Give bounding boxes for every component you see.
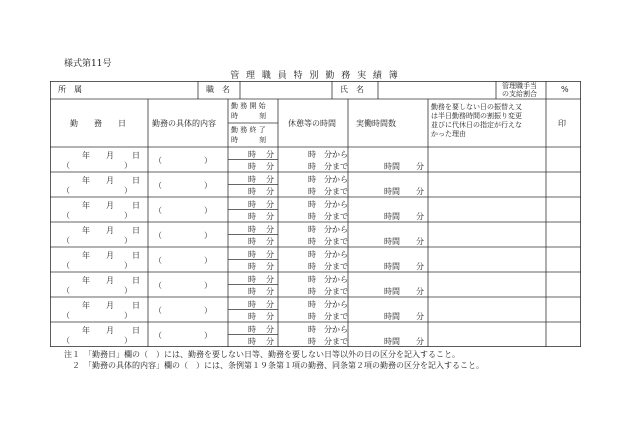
table-row	[50, 223, 581, 247]
break-from-minute: 分から	[324, 274, 348, 284]
day-label: 日	[132, 175, 140, 185]
end-minute-label: 分	[266, 161, 274, 171]
start-minute-label: 分	[266, 324, 274, 334]
day-label: 日	[132, 225, 140, 235]
col-work-content: 勤務の具体的内容	[152, 119, 216, 128]
day-type-paren-open: （	[62, 260, 70, 270]
col-substitute-line1: 勤務を要しない日の振替え又	[431, 103, 522, 111]
day-label: 日	[132, 325, 140, 335]
note-2: ２ 「勤務の具体的内容」欄の（ ）には、条例第１９条第１項の勤務、同条第２項の勤務の区分を記入すること。	[64, 361, 484, 370]
month-label: 月	[106, 150, 114, 160]
col-date: 勤 務 日	[70, 119, 126, 128]
work-type-paren-open: （	[154, 280, 162, 290]
work-type-paren-open: （	[154, 255, 162, 265]
day-type-paren-close: ）	[124, 260, 132, 270]
col-actual-hours: 実働時間数	[356, 119, 396, 128]
form-number: 様式第11号	[64, 59, 112, 69]
work-type-paren-close: ）	[204, 230, 212, 240]
actual-hours-label: 時間	[384, 311, 400, 321]
actual-minutes-label: 分	[416, 161, 424, 171]
name-label: 氏 名	[340, 85, 364, 94]
year-label: 年	[82, 175, 90, 185]
start-minute-label: 分	[266, 299, 274, 309]
end-hour-label: 時	[248, 161, 256, 171]
work-type-paren-open: （	[154, 155, 162, 165]
attendance-table	[50, 81, 581, 347]
month-label: 月	[106, 275, 114, 285]
start-minute-label: 分	[266, 274, 274, 284]
col-end-line2: 時 刻	[231, 136, 266, 144]
break-until-minute: 分まで	[324, 161, 348, 171]
year-label: 年	[82, 275, 90, 285]
work-type-paren-open: （	[154, 205, 162, 215]
start-hour-label: 時	[248, 274, 256, 284]
break-from-minute: 分から	[324, 199, 348, 209]
break-from-minute: 分から	[324, 324, 348, 334]
break-until-minute: 分まで	[324, 311, 348, 321]
end-hour-label: 時	[248, 186, 256, 196]
start-minute-label: 分	[266, 174, 274, 184]
work-type-paren-close: ）	[204, 280, 212, 290]
allowance-label-line1: 管理職手当	[502, 82, 537, 90]
actual-hours-label: 時間	[384, 236, 400, 246]
work-type-paren-close: ）	[204, 205, 212, 215]
table-row	[50, 148, 581, 172]
break-from-minute: 分から	[324, 249, 348, 259]
day-label: 日	[132, 250, 140, 260]
day-type-paren-close: ）	[124, 210, 132, 220]
allowance-label-line2: の支給割合	[502, 90, 537, 98]
end-hour-label: 時	[248, 311, 256, 321]
table-row	[50, 273, 581, 297]
end-minute-label: 分	[266, 286, 274, 296]
year-label: 年	[82, 250, 90, 260]
table-row	[50, 298, 581, 322]
month-label: 月	[106, 300, 114, 310]
break-from-hour: 時	[308, 199, 316, 209]
actual-minutes-label: 分	[416, 286, 424, 296]
end-hour-label: 時	[248, 211, 256, 221]
start-hour-label: 時	[248, 199, 256, 209]
end-minute-label: 分	[266, 236, 274, 246]
work-type-paren-close: ）	[204, 180, 212, 190]
break-from-minute: 分から	[324, 224, 348, 234]
day-type-paren-close: ）	[124, 185, 132, 195]
break-from-hour: 時	[308, 224, 316, 234]
actual-hours-label: 時間	[384, 261, 400, 271]
col-substitute-line3: 並びに代休日の指定が行えな	[431, 121, 522, 129]
day-label: 日	[132, 300, 140, 310]
start-minute-label: 分	[266, 249, 274, 259]
start-hour-label: 時	[248, 249, 256, 259]
table-row	[50, 173, 581, 197]
table-row	[50, 198, 581, 222]
break-until-hour: 時	[308, 311, 316, 321]
note-1: 注１ 「勤務日」欄の（ ）には、勤務を要しない日等、勤務を要しない日等以外の日の区分を記入すること。	[64, 350, 460, 359]
month-label: 月	[106, 250, 114, 260]
day-type-paren-open: （	[62, 335, 70, 345]
break-from-minute: 分から	[324, 174, 348, 184]
work-type-paren-close: ）	[204, 305, 212, 315]
break-from-hour: 時	[308, 274, 316, 284]
work-type-paren-open: （	[154, 330, 162, 340]
work-type-paren-close: ）	[204, 155, 212, 165]
break-until-hour: 時	[308, 336, 316, 346]
break-until-hour: 時	[308, 161, 316, 171]
day-type-paren-open: （	[62, 160, 70, 170]
notes	[64, 349, 484, 371]
office-label: 所 属	[58, 85, 82, 94]
work-type-paren-open: （	[154, 305, 162, 315]
actual-minutes-label: 分	[416, 236, 424, 246]
year-label: 年	[82, 200, 90, 210]
break-until-minute: 分まで	[324, 286, 348, 296]
col-end-line1: 勤 務 終 了	[231, 126, 266, 134]
month-label: 月	[106, 200, 114, 210]
work-type-paren-close: ）	[204, 255, 212, 265]
start-hour-label: 時	[248, 324, 256, 334]
actual-minutes-label: 分	[416, 211, 424, 221]
day-type-paren-open: （	[62, 235, 70, 245]
percent-sign: %	[561, 85, 569, 94]
actual-minutes-label: 分	[416, 186, 424, 196]
break-until-hour: 時	[308, 211, 316, 221]
work-type-paren-open: （	[154, 180, 162, 190]
table-row	[50, 323, 581, 347]
end-hour-label: 時	[248, 286, 256, 296]
day-label: 日	[132, 150, 140, 160]
start-hour-label: 時	[248, 149, 256, 159]
start-hour-label: 時	[248, 299, 256, 309]
col-start-line2: 時 刻	[231, 112, 266, 120]
end-hour-label: 時	[248, 336, 256, 346]
day-type-paren-close: ）	[124, 285, 132, 295]
day-type-paren-open: （	[62, 185, 70, 195]
day-type-paren-close: ）	[124, 235, 132, 245]
actual-hours-label: 時間	[384, 186, 400, 196]
actual-minutes-label: 分	[416, 336, 424, 346]
page-title: 管 理 職 員 特 別 勤 務 実 績 簿	[230, 71, 400, 81]
end-minute-label: 分	[266, 261, 274, 271]
year-label: 年	[82, 325, 90, 335]
break-until-hour: 時	[308, 261, 316, 271]
year-label: 年	[82, 225, 90, 235]
day-type-paren-close: ）	[124, 310, 132, 320]
table-row	[50, 248, 581, 272]
actual-minutes-label: 分	[416, 311, 424, 321]
work-type-paren-close: ）	[204, 330, 212, 340]
col-start-line1: 勤 務 開 始	[231, 102, 266, 110]
col-seal: 印	[558, 119, 566, 128]
work-type-paren-open: （	[154, 230, 162, 240]
break-from-hour: 時	[308, 249, 316, 259]
col-substitute-line2: は半日勤務時間の割振り変更	[431, 112, 522, 120]
break-from-hour: 時	[308, 324, 316, 334]
break-from-minute: 分から	[324, 299, 348, 309]
break-until-hour: 時	[308, 286, 316, 296]
month-label: 月	[106, 175, 114, 185]
break-from-minute: 分から	[324, 149, 348, 159]
end-minute-label: 分	[266, 336, 274, 346]
actual-hours-label: 時間	[384, 336, 400, 346]
end-hour-label: 時	[248, 236, 256, 246]
col-break: 休憩等の時間	[288, 119, 336, 128]
actual-hours-label: 時間	[384, 161, 400, 171]
position-label: 職 名	[206, 85, 230, 94]
break-from-hour: 時	[308, 299, 316, 309]
day-label: 日	[132, 275, 140, 285]
year-label: 年	[82, 300, 90, 310]
end-hour-label: 時	[248, 261, 256, 271]
col-substitute-line4: かった理由	[431, 130, 466, 138]
start-minute-label: 分	[266, 224, 274, 234]
month-label: 月	[106, 225, 114, 235]
break-until-minute: 分まで	[324, 236, 348, 246]
break-until-minute: 分まで	[324, 336, 348, 346]
day-label: 日	[132, 200, 140, 210]
day-type-paren-close: ）	[124, 160, 132, 170]
year-label: 年	[82, 150, 90, 160]
end-minute-label: 分	[266, 311, 274, 321]
break-until-minute: 分まで	[324, 186, 348, 196]
month-label: 月	[106, 325, 114, 335]
actual-hours-label: 時間	[384, 211, 400, 221]
break-from-hour: 時	[308, 174, 316, 184]
break-until-minute: 分まで	[324, 261, 348, 271]
day-type-paren-open: （	[62, 285, 70, 295]
break-from-hour: 時	[308, 149, 316, 159]
start-hour-label: 時	[248, 174, 256, 184]
break-until-minute: 分まで	[324, 211, 348, 221]
day-type-paren-open: （	[62, 210, 70, 220]
break-until-hour: 時	[308, 186, 316, 196]
actual-minutes-label: 分	[416, 261, 424, 271]
end-minute-label: 分	[266, 186, 274, 196]
start-minute-label: 分	[266, 149, 274, 159]
actual-hours-label: 時間	[384, 286, 400, 296]
break-until-hour: 時	[308, 236, 316, 246]
day-type-paren-open: （	[62, 310, 70, 320]
day-type-paren-close: ）	[124, 335, 132, 345]
end-minute-label: 分	[266, 211, 274, 221]
start-hour-label: 時	[248, 224, 256, 234]
start-minute-label: 分	[266, 199, 274, 209]
